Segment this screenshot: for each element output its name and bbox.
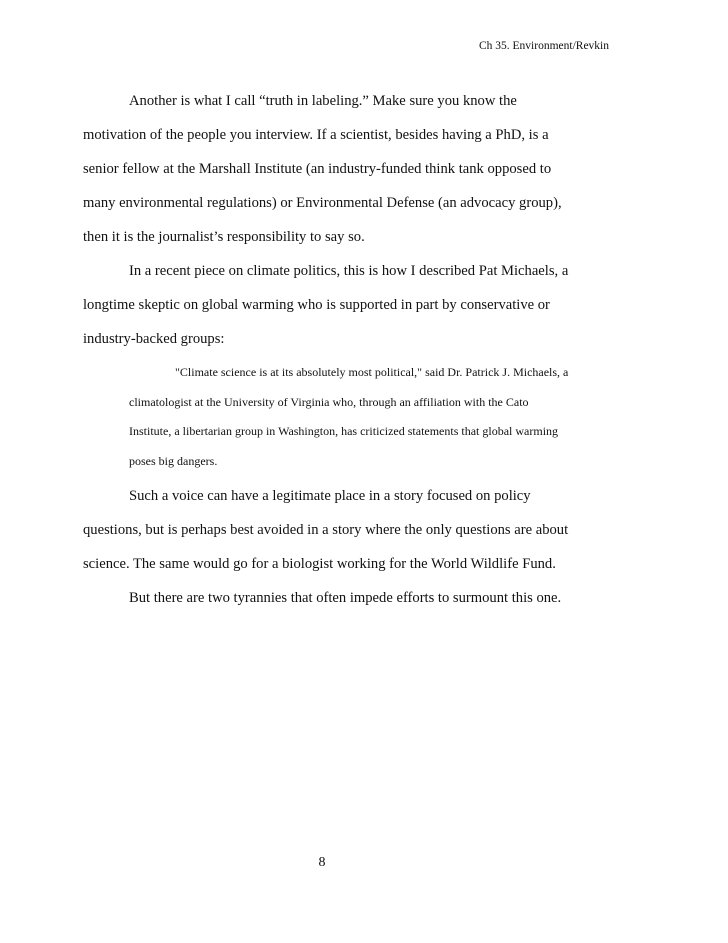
block-quote xyxy=(129,356,573,479)
running-header: Ch 35. Environment/Revkin xyxy=(478,40,609,52)
page-number: 8 xyxy=(318,855,326,870)
block-quote-text: "Climate science is at its absolutely most political," said Dr. Patrick J. Michaels, a climatologist at the University of Virginia who, through an affiliation with the Cato Institute, a libertarian group in Washington, has criticized statements that global warming poses big dangers. xyxy=(129,365,569,468)
paragraph-two-tyrannies: But there are two tyrannies that often impede efforts to surmount this one. xyxy=(129,590,562,606)
paragraph-pat-michaels-intro: In a recent piece on climate politics, this is how I described Pat Michaels, a longtime skeptic on global warming who is supported in part by conservative or industry-backed groups: xyxy=(83,263,569,347)
paragraph-legitimate-voice: Such a voice can have a legitimate place in a story focused on policy questions, but is perhaps best avoided in a story where the only questions are about science. The same would go for a biologist working for the World Wildlife Fund. xyxy=(83,488,569,572)
body-text xyxy=(83,84,573,615)
paragraph-truth-in-labeling: Another is what I call “truth in labeling.” Make sure you know the motivation of the people you interview. If a scientist, besides having a PhD, is a senior fellow at the Marshall Institute (an industry-funded think tank opposed to many environmental regulations) or Environmental Defense (an advocacy group), then it is the journalist’s responsibility to say so. xyxy=(83,93,562,245)
